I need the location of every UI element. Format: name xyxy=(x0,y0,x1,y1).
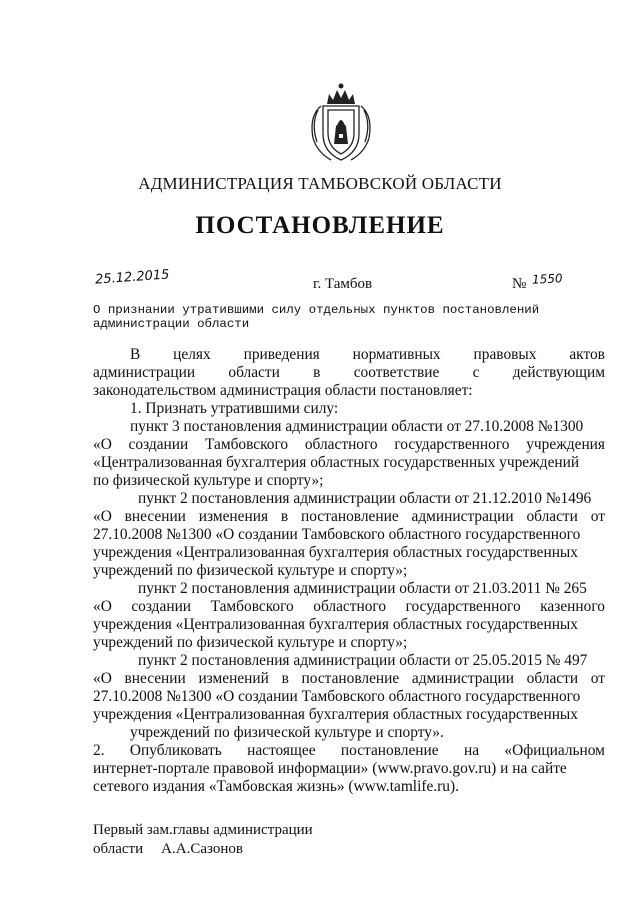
body-line: по физической культуре и спорту»; xyxy=(93,472,324,489)
body-line: пункт 2 постановления администрации области от 25.05.2015 № 497 xyxy=(138,652,588,669)
body-word: изменений xyxy=(198,670,269,687)
body-line: интернет-портале правовой информации» (www.pravo.gov.ru) и на сайте xyxy=(93,760,567,777)
body-line: 1. Признать утратившими силу: xyxy=(130,400,339,417)
body-line xyxy=(93,508,605,526)
body-word: внесении xyxy=(124,508,186,525)
body-line: пункт 3 постановления администрации области от 27.10.2008 №1300 xyxy=(130,418,584,435)
body-word: на xyxy=(463,742,480,759)
body-word: постановление xyxy=(300,508,399,525)
body-line: 27.10.2008 №1300 «О создании Тамбовского областного государственного xyxy=(93,688,581,705)
body-word: постановление xyxy=(301,670,400,687)
body-word: «О xyxy=(93,598,112,615)
body-line: законодательством администрация области постановляет: xyxy=(93,382,473,399)
body-line: учреждения «Централизованная бухгалтерия областных государственных xyxy=(93,616,578,633)
body-word: правовых xyxy=(473,346,537,363)
body-line xyxy=(93,436,605,454)
body-line: пункт 2 постановления администрации области от 21.03.2011 № 265 xyxy=(138,580,587,597)
body-line xyxy=(93,364,605,382)
body-line xyxy=(93,598,605,616)
body-word: приведения xyxy=(243,346,320,363)
document-type: ПОСТАНОВЛЕНИЕ xyxy=(195,212,445,239)
body-word: в xyxy=(313,364,321,381)
body-line: учреждения «Централизованная бухгалтерия областных государственных xyxy=(93,544,578,561)
body-word: настоящее xyxy=(247,742,316,759)
body-word: от xyxy=(590,508,605,525)
body-line: 27.10.2008 №1300 «О создании Тамбовского областного государственного xyxy=(93,526,581,543)
body-word: 2. xyxy=(93,742,105,759)
body-word: области xyxy=(526,508,578,525)
body-word: постановление xyxy=(340,742,439,759)
body-word: В xyxy=(130,346,141,363)
body-word: государственного xyxy=(394,436,510,453)
body-word: от xyxy=(590,670,605,687)
body-word: областного xyxy=(304,436,378,453)
body-word: «О xyxy=(93,436,112,453)
body-word: областного xyxy=(313,598,387,615)
signatory-name: А.А.Сазонов xyxy=(161,841,243,857)
body-word: в xyxy=(281,670,289,687)
body-line: пункт 2 постановления администрации области от 21.12.2010 №1496 xyxy=(138,490,592,507)
document-number: 1550 xyxy=(531,271,563,287)
body-line: учреждения «Централизованная бухгалтерия областных государственных xyxy=(93,706,578,723)
signatory-line xyxy=(93,841,243,858)
body-word: администрации xyxy=(411,670,514,687)
document-number-label: № xyxy=(512,276,527,292)
document-city: г. Тамбов xyxy=(313,276,373,292)
body-word: Опубликовать xyxy=(129,742,222,759)
body-word: области xyxy=(526,670,579,687)
body-line: учреждений по физической культуре и спорту». xyxy=(130,724,444,741)
document-subject xyxy=(93,303,593,331)
body-line xyxy=(93,742,605,760)
body-word: администрации xyxy=(93,364,196,381)
body-word: Тамбовского xyxy=(204,436,289,453)
agency-name: АДМИНИСТРАЦИЯ ТАМБОВСКОЙ ОБЛАСТИ xyxy=(138,174,502,193)
body-line: учреждений по физической культуре и спорту»; xyxy=(93,634,408,651)
body-word: соответствие xyxy=(353,364,440,381)
body-word: с xyxy=(472,364,480,381)
body-word: нормативных xyxy=(352,346,441,363)
body-line xyxy=(130,346,605,364)
body-word: целях xyxy=(173,346,211,363)
signatory-region: области xyxy=(93,841,144,857)
body-word: «О xyxy=(93,508,112,525)
subject-line: О признании утратившими силу отдельных пунктов постановлений xyxy=(93,303,540,317)
document-date: 25.12.2015 xyxy=(94,267,170,288)
body-word: казенного xyxy=(540,598,605,615)
signatory-position: Первый зам.главы администрации xyxy=(93,822,313,838)
subject-line: администрации области xyxy=(93,317,250,331)
body-word: внесении xyxy=(124,670,186,687)
body-word: актов xyxy=(569,346,605,363)
body-line: сетевого издания «Тамбовская жизнь» (www.tamlife.ru). xyxy=(93,778,459,795)
body-word: области xyxy=(228,364,280,381)
body-word: в xyxy=(280,508,289,525)
body-line xyxy=(93,670,605,688)
body-word: создании xyxy=(128,436,189,453)
coat-of-arms-icon xyxy=(301,76,381,166)
body-word: администрации xyxy=(411,508,514,525)
body-word: государственного xyxy=(405,598,521,615)
body-word: создании xyxy=(131,598,192,615)
body-word: учреждения xyxy=(526,436,605,453)
body-line: учреждений по физической культуре и спорту»; xyxy=(93,562,408,579)
body-line: «Централизованная бухгалтерия областных государственных учреждений xyxy=(93,454,580,471)
body-word: изменения xyxy=(198,508,269,525)
body-word: действующим xyxy=(512,364,605,381)
body-word: «Официальном xyxy=(504,742,605,759)
body-word: «О xyxy=(93,670,112,687)
body-word: Тамбовского xyxy=(210,598,294,615)
